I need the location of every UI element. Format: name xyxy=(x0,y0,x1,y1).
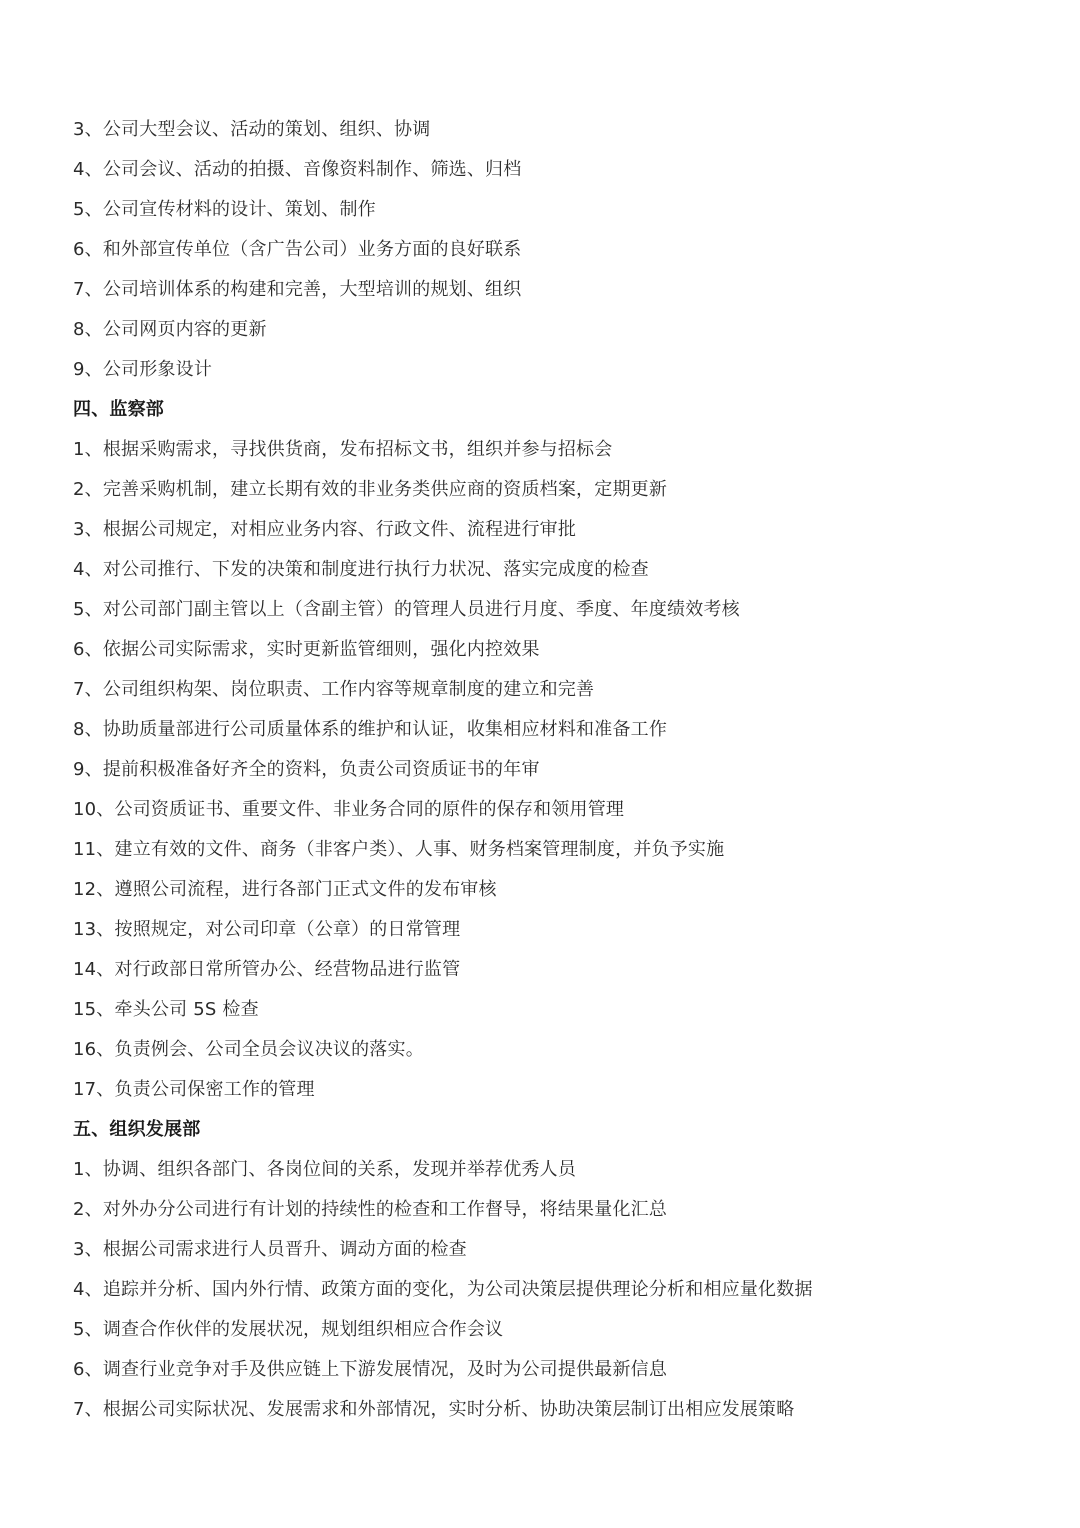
list-item: 13、按照规定，对公司印章（公章）的日常管理 xyxy=(73,919,461,940)
list-item: 4、追踪并分析、国内外行情、政策方面的变化，为公司决策层提供理论分析和相应量化数据 xyxy=(73,1279,813,1300)
list-item: 11、建立有效的文件、商务（非客户类）、人事、财务档案管理制度，并负予实施 xyxy=(73,839,725,860)
list-item: 5、对公司部门副主管以上（含副主管）的管理人员进行月度、季度、年度绩效考核 xyxy=(73,599,740,620)
list-item: 1、协调、组织各部门、各岗位间的关系，发现并举荐优秀人员 xyxy=(73,1159,577,1180)
list-item: 7、公司培训体系的构建和完善，大型培训的规划、组织 xyxy=(73,279,522,300)
list-item: 12、遵照公司流程，进行各部门正式文件的发布审核 xyxy=(73,879,497,900)
list-item: 6、依据公司实际需求，实时更新监管细则，强化内控效果 xyxy=(73,639,540,660)
list-item: 6、和外部宣传单位（含广告公司）业务方面的良好联系 xyxy=(73,239,522,260)
section-heading: 五、组织发展部 xyxy=(73,1119,201,1140)
list-item: 3、根据公司需求进行人员晋升、调动方面的检查 xyxy=(73,1239,467,1260)
list-item: 14、对行政部日常所管办公、经营物品进行监管 xyxy=(73,959,461,980)
list-item: 15、牵头公司 5S 检查 xyxy=(73,999,259,1020)
list-item: 5、调查合作伙伴的发展状况，规划组织相应合作会议 xyxy=(73,1319,504,1340)
list-item: 5、公司宣传材料的设计、策划、制作 xyxy=(73,199,376,220)
list-item: 2、对外办分公司进行有计划的持续性的检查和工作督导，将结果量化汇总 xyxy=(73,1199,668,1220)
list-item: 10、公司资质证书、重要文件、非业务合同的原件的保存和领用管理 xyxy=(73,799,625,820)
list-item: 17、负责公司保密工作的管理 xyxy=(73,1079,315,1100)
list-item: 4、对公司推行、下发的决策和制度进行执行力状况、落实完成度的检查 xyxy=(73,559,649,580)
section-heading: 四、监察部 xyxy=(73,399,164,420)
list-item: 16、负责例会、公司全员会议决议的落实。 xyxy=(73,1039,424,1060)
list-item: 1、根据采购需求，寻找供货商，发布招标文书，组织并参与招标会 xyxy=(73,439,613,460)
list-item: 9、提前积极准备好齐全的资料，负责公司资质证书的年审 xyxy=(73,759,540,780)
list-item: 3、公司大型会议、活动的策划、组织、协调 xyxy=(73,119,431,140)
list-item: 2、完善采购机制，建立长期有效的非业务类供应商的资质档案，定期更新 xyxy=(73,479,668,500)
document-body xyxy=(73,110,1033,1430)
list-item: 9、公司形象设计 xyxy=(73,359,213,380)
list-item: 6、调查行业竞争对手及供应链上下游发展情况，及时为公司提供最新信息 xyxy=(73,1359,668,1380)
list-item: 8、公司网页内容的更新 xyxy=(73,319,267,340)
list-item: 4、公司会议、活动的拍摄、音像资料制作、筛选、归档 xyxy=(73,159,522,180)
list-item: 8、协助质量部进行公司质量体系的维护和认证，收集相应材料和准备工作 xyxy=(73,719,668,740)
list-item: 7、根据公司实际状况、发展需求和外部情况，实时分析、协助决策层制订出相应发展策略 xyxy=(73,1399,795,1420)
list-item: 3、根据公司规定，对相应业务内容、行政文件、流程进行审批 xyxy=(73,519,577,540)
list-item: 7、公司组织构架、岗位职责、工作内容等规章制度的建立和完善 xyxy=(73,679,595,700)
